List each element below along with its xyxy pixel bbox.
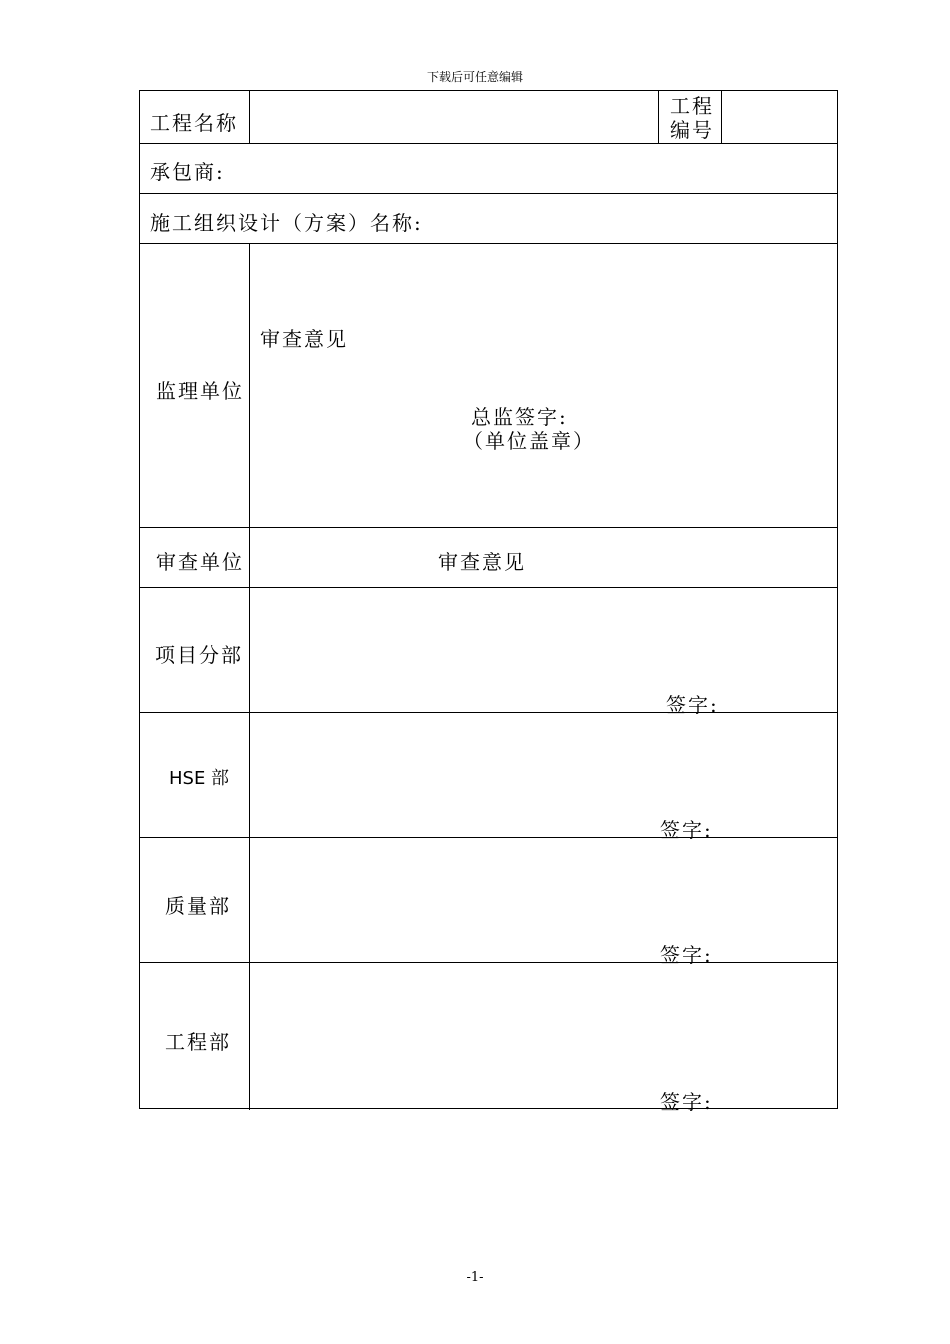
column-divider xyxy=(721,91,722,143)
supervision-opinion-label: 审查意见 xyxy=(260,327,348,351)
project-name-label: 工程名称 xyxy=(150,111,238,135)
dept-opinion-field[interactable] xyxy=(251,964,837,1074)
row-divider xyxy=(140,143,837,144)
column-divider xyxy=(658,91,659,143)
project-no-field[interactable] xyxy=(723,92,837,142)
contractor-label: 承包商: xyxy=(150,160,225,184)
review-opinion-label: 审查意见 xyxy=(438,550,526,574)
design-name-field[interactable] xyxy=(440,195,837,242)
row-divider xyxy=(140,243,837,244)
dept-label-hse: HSE 部 xyxy=(169,768,230,789)
review-unit-label: 审查单位 xyxy=(156,550,244,574)
page-number: -1- xyxy=(466,1270,484,1285)
project-no-label-line1: 工程 xyxy=(670,94,714,118)
row-divider xyxy=(140,527,837,528)
row-divider xyxy=(140,962,837,963)
dept-label-quality: 质量部 xyxy=(165,894,231,918)
chief-supervisor-signature-label: 总监签字: xyxy=(471,405,568,429)
signature-label: 签字: xyxy=(660,818,713,842)
dept-opinion-field[interactable] xyxy=(251,714,837,799)
header-note: 下载后可任意编辑 xyxy=(426,70,523,84)
column-divider xyxy=(249,91,250,143)
row-divider xyxy=(140,837,837,838)
signature-label: 签字: xyxy=(666,693,719,717)
dept-opinion-field[interactable] xyxy=(251,589,837,674)
dept-label-project-branch: 项目分部 xyxy=(155,643,243,667)
contractor-field[interactable] xyxy=(240,145,837,192)
row-divider xyxy=(140,193,837,194)
signature-label: 签字: xyxy=(660,943,713,967)
signature-label: 签字: xyxy=(660,1090,713,1114)
row-divider xyxy=(140,712,837,713)
column-divider xyxy=(249,243,250,1110)
design-name-label: 施工组织设计（方案）名称: xyxy=(150,211,423,235)
project-no-label-line2: 编号 xyxy=(670,118,714,142)
row-divider xyxy=(140,587,837,588)
project-no-label xyxy=(670,94,714,142)
approval-form-table xyxy=(139,90,838,1114)
supervision-unit-label: 监理单位 xyxy=(156,379,244,403)
unit-seal-label: （单位盖章） xyxy=(463,429,595,453)
supervision-opinion-field[interactable] xyxy=(251,355,837,395)
dept-label-engineering: 工程部 xyxy=(165,1030,231,1054)
project-name-field[interactable] xyxy=(251,92,657,142)
dept-opinion-field[interactable] xyxy=(251,839,837,924)
